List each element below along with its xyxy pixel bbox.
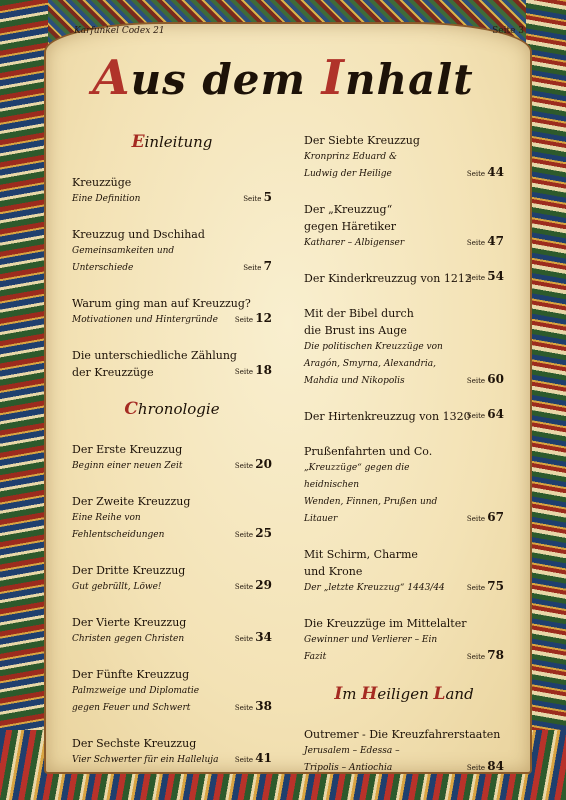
entry-title: Der Siebte Kreuzzug	[304, 134, 420, 147]
entry-title: Der Zweite Kreuzzug	[72, 495, 191, 508]
page-number-ref: 47	[487, 234, 504, 248]
page-number-ref: 41	[255, 751, 272, 765]
page-number-ref: 54	[487, 269, 504, 283]
title-initial-two: I	[321, 50, 345, 106]
entry-subtitle: Die politischen Kreuzzüge von	[304, 342, 443, 352]
page-reference	[235, 362, 272, 381]
page-reference	[467, 371, 504, 390]
illuminated-border-left	[0, 0, 48, 800]
toc-entry[interactable]	[72, 666, 272, 717]
entry-title: Der Vierte Kreuzzug	[72, 616, 187, 629]
heading-initial: H	[361, 684, 378, 704]
page-reference	[243, 189, 272, 208]
seite-label: Seite	[466, 170, 486, 178]
entry-title: Der Sechste Kreuzzug	[72, 737, 197, 750]
title-text-two: nhalt	[345, 55, 474, 104]
seite-label: Seite	[234, 316, 254, 324]
page-number-ref: 64	[487, 407, 504, 421]
toc-column-right	[304, 132, 504, 795]
entry-subtitle: Eine Definition	[72, 194, 141, 204]
toc-entry[interactable]	[304, 132, 504, 183]
running-header: Karfunkel Codex 21	[74, 26, 165, 36]
page-title	[0, 50, 566, 106]
seite-label: Seite	[466, 584, 486, 592]
heading-text: inleitung	[144, 133, 213, 151]
page-number-ref: 18	[255, 363, 272, 377]
entry-subtitle: Der „letzte Kreuzzug“ 1443/44	[304, 583, 445, 593]
entry-subtitle: Jerusalem – Edessa –	[304, 746, 400, 756]
toc-entry[interactable]	[72, 441, 272, 475]
page-reference	[467, 406, 504, 425]
entry-subtitle: Wenden, Finnen, Prußen und Litauer	[304, 497, 438, 524]
toc-entry[interactable]	[72, 226, 272, 277]
page-reference	[467, 509, 504, 528]
entry-subtitle: Vier Schwerter für ein Halleluja	[72, 755, 219, 765]
toc-entry[interactable]	[304, 408, 504, 425]
entry-subtitle: Gut gebrüllt, Löwe!	[72, 582, 162, 592]
page-number-ref: 84	[487, 759, 504, 773]
toc-entry[interactable]	[304, 615, 504, 666]
entry-subtitle: Katharer – Albigenser	[304, 238, 405, 248]
entry-subtitle: Eine Reihe von Fehlentscheidungen	[72, 513, 165, 540]
page-reference	[467, 758, 504, 777]
toc-entry[interactable]	[72, 614, 272, 648]
page-number-ref: 78	[487, 648, 504, 662]
heading-text: eiligen	[377, 685, 434, 703]
page-number-ref: 38	[255, 699, 272, 713]
entry-subtitle: Mahdia und Nikopolis	[304, 376, 405, 386]
page-reference	[235, 698, 272, 717]
page-number-ref: 29	[255, 578, 272, 592]
toc-entry[interactable]	[304, 305, 504, 390]
title-text-one: us dem	[130, 55, 322, 104]
toc-entry[interactable]	[72, 347, 272, 381]
entry-subtitle: Gemeinsamkeiten und Unterschiede	[72, 246, 175, 273]
entry-subtitle: Kronprinz Eduard &	[304, 152, 398, 162]
seite-label: Seite	[243, 195, 262, 203]
seite-label: Seite	[234, 756, 254, 764]
entry-subtitle: Motivationen und Hintergründe	[72, 315, 218, 325]
page-number: Seite 3	[492, 26, 524, 36]
seite-label: Seite	[466, 515, 486, 523]
entry-title: Der Erste Kreuzzug	[72, 443, 183, 456]
toc-entry[interactable]	[72, 735, 272, 769]
heading-text: and	[445, 685, 474, 703]
entry-subtitle: Tripolis – Antiochia	[304, 763, 393, 773]
seite-label: Seite	[234, 635, 254, 643]
heading-text: m	[342, 685, 362, 703]
toc-entry[interactable]	[72, 295, 272, 329]
page-number-ref: 34	[255, 630, 272, 644]
section-heading	[72, 132, 272, 152]
page-reference	[467, 647, 504, 666]
seite-label: Seite	[234, 704, 254, 712]
entry-title: Der „Kreuzzug“	[304, 203, 393, 216]
entry-title: Prußenfahrten und Co.	[304, 445, 433, 458]
entry-title: Kreuzzüge	[72, 176, 132, 189]
seite-label: Seite	[466, 764, 486, 772]
entry-title: Warum ging man auf Kreuzzug?	[72, 297, 251, 310]
seite-label: Seite	[466, 239, 486, 247]
page-reference	[467, 233, 504, 252]
entry-title: Mit Schirm, Charme	[304, 548, 418, 561]
page-number-ref: 12	[255, 311, 272, 325]
page-reference	[467, 578, 504, 597]
seite-label: Seite	[466, 412, 486, 420]
entry-subtitle: Aragón, Smyrna, Alexandria,	[304, 359, 436, 369]
section-heading	[304, 684, 504, 704]
entry-title: Der Kinderkreuzzug von 1212	[304, 272, 472, 285]
page-reference	[467, 164, 504, 183]
seite-label: Seite	[466, 377, 486, 385]
page-reference	[467, 268, 504, 287]
seite-label: Seite	[243, 264, 262, 272]
title-initial: A	[92, 50, 131, 106]
entry-subtitle: Palmzweige und Diplomatie	[72, 686, 200, 696]
illuminated-border-right	[526, 0, 566, 800]
entry-title: Outremer - Die Kreuzfahrerstaaten	[304, 728, 501, 741]
heading-initial: C	[124, 399, 138, 419]
heading-initial: E	[131, 132, 145, 152]
entry-title: Der Fünfte Kreuzzug	[72, 668, 190, 681]
entry-title: Kreuzzug und Dschihad	[72, 228, 205, 241]
toc-entry[interactable]	[304, 443, 504, 528]
entry-title: der Kreuzzüge	[72, 366, 154, 379]
entry-subtitle: gegen Feuer und Schwert	[72, 703, 191, 713]
heading-initial: L	[433, 684, 446, 704]
entry-subtitle: „Kreuzzüge“ gegen die heidnischen	[304, 463, 410, 490]
toc-entry[interactable]	[72, 562, 272, 596]
page-reference	[235, 525, 272, 544]
toc-column-left	[72, 132, 272, 787]
entry-title: gegen Häretiker	[304, 220, 396, 233]
page-number-ref: 67	[487, 510, 504, 524]
seite-label: Seite	[234, 583, 254, 591]
seite-label: Seite	[466, 274, 486, 282]
seite-label: Seite	[234, 462, 254, 470]
page-number-ref: 25	[255, 526, 272, 540]
seite-label: Seite	[466, 653, 486, 661]
page-reference	[235, 456, 272, 475]
toc-entry[interactable]	[304, 201, 504, 252]
entry-title: Mit der Bibel durch	[304, 307, 414, 320]
toc-entry[interactable]	[72, 493, 272, 544]
entry-subtitle: Gewinner und Verlierer – Ein Fazit	[304, 635, 438, 662]
entry-title: Der Dritte Kreuzzug	[72, 564, 186, 577]
page-reference	[235, 629, 272, 648]
entry-subtitle: Ludwig der Heilige	[304, 169, 392, 179]
toc-entry[interactable]	[304, 270, 504, 287]
page-reference	[243, 258, 272, 277]
entry-title: Der Hirtenkreuzzug von 1320	[304, 410, 471, 423]
toc-entry[interactable]	[304, 546, 504, 597]
page-number-ref: 60	[487, 372, 504, 386]
page-number-ref: 75	[487, 579, 504, 593]
page-reference	[235, 577, 272, 596]
page-number-ref: 20	[255, 457, 272, 471]
page-reference	[235, 750, 272, 769]
entry-subtitle: Beginn einer neuen Zeit	[72, 461, 183, 471]
entry-title: Die unterschiedliche Zählung	[72, 349, 237, 362]
toc-entry[interactable]	[72, 174, 272, 208]
page-number-ref: 7	[263, 259, 272, 273]
entry-title: Die Kreuzzüge im Mittelalter	[304, 617, 467, 630]
entry-subtitle: Christen gegen Christen	[72, 634, 185, 644]
entry-title: die Brust ins Auge	[304, 324, 407, 337]
heading-text: hronologie	[137, 400, 220, 418]
entry-title: und Krone	[304, 565, 363, 578]
seite-label: Seite	[234, 531, 254, 539]
page-number-ref: 5	[263, 190, 272, 204]
toc-entry[interactable]	[304, 726, 504, 777]
seite-label: Seite	[234, 368, 254, 376]
page-number-ref: 44	[487, 165, 504, 179]
section-heading	[72, 399, 272, 419]
page-reference	[235, 310, 272, 329]
heading-initial: I	[334, 684, 343, 704]
